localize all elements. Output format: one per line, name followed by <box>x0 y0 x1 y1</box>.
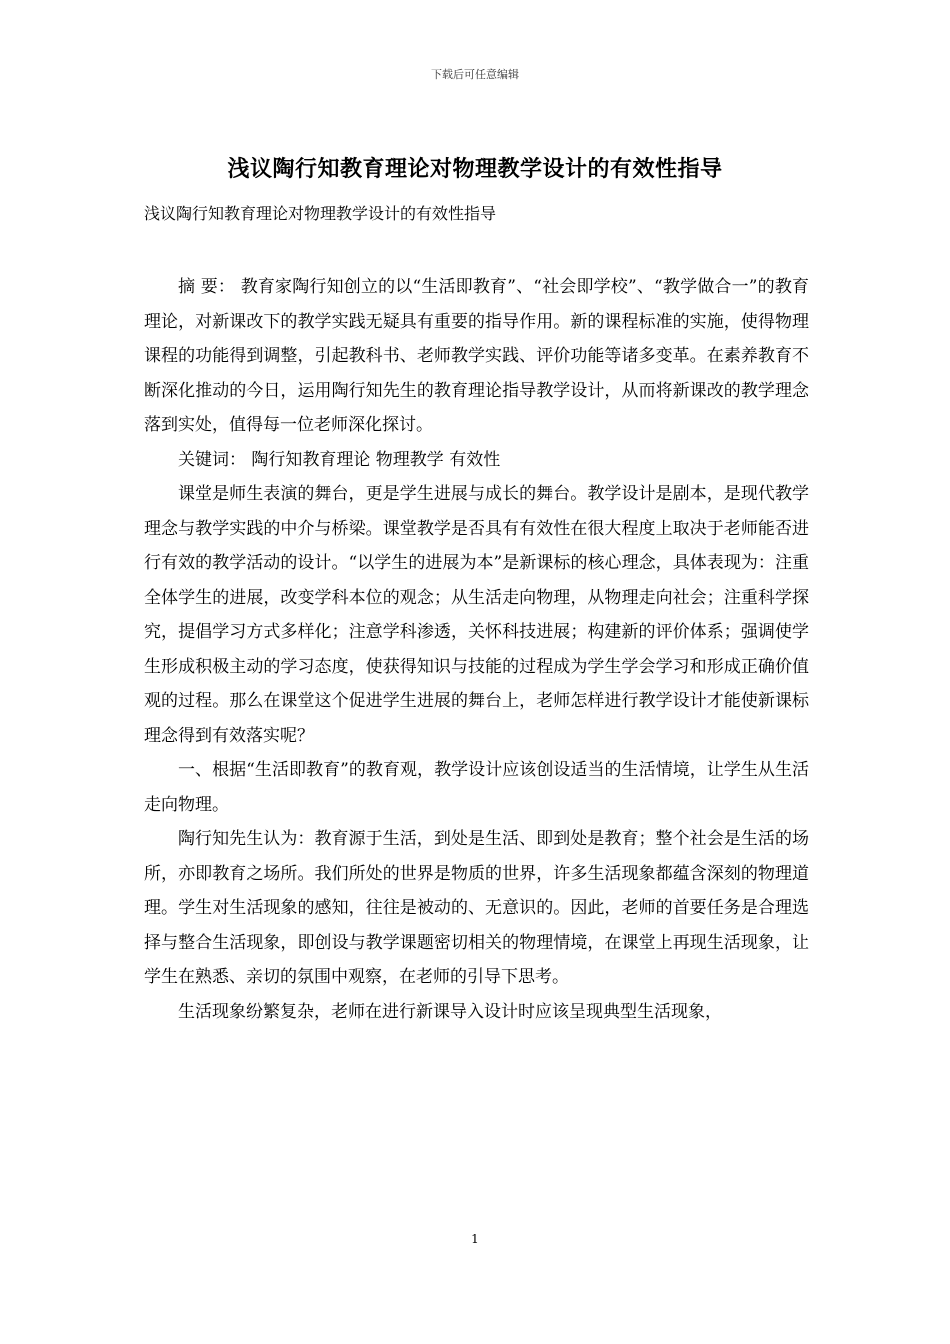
page-header-note: 下载后可任意编辑 <box>431 68 519 81</box>
body-paragraph: 课堂是师生表演的舞台，更是学生进展与成长的舞台。教学设计是剧本，是现代教学理念与教学实践的中介与桥梁。课堂教学是否具有有效性在很大程度上取决于老师能否进行有效的教学活动的设计。“以学生的进展为本”是新课标的核心理念，具体表现为：注重全体学生的进展，改变学科本位的观念；从生活走向物理，从物理走向社会；注重科学探究，提倡学习方式多样化；注意学科渗透，关怀科技进展；构建新的评价体系；强调使学生形成积极主动的学习态度，使获得知识与技能的过程成为学生学会学习和形成正确价值观的过程。那么在课堂这个促进学生进展的舞台上，老师怎样进行教学设计才能使新课标理念得到有效落实呢？ <box>144 484 809 746</box>
section-heading-paragraph: 一、根据“生活即教育”的教育观，教学设计应该创设适当的生活情境，让学生从生活走向物理。 <box>144 760 809 815</box>
abstract-paragraph: 摘 要： 教育家陶行知创立的以“生活即教育”、“社会即学校”、“教学做合一”的教育理论，对新课改下的教学实践无疑具有重要的指导作用。新的课程标准的实施，使得物理课程的功能得到调整，引起教科书、老师教学实践、评价功能等诸多变革。在素养教育不断深化推动的今日，运用陶行知先生的教育理论指导教学设计，从而将新课改的教学理念落到实处，值得每一位老师深化探讨。 <box>144 277 809 435</box>
body-paragraph: 陶行知先生认为：教育源于生活，到处是生活、即到处是教育；整个社会是生活的场所，亦即教育之场所。我们所处的世界是物质的世界，许多生活现象都蕴含深刻的物理道理。学生对生活现象的感知，往往是被动的、无意识的。因此，老师的首要任务是合理选择与整合生活现象，即创设与教学课题密切相关的物理情境，在课堂上再现生活现象，让学生在熟悉、亲切的氛围中观察，在老师的引导下思考。 <box>144 829 809 987</box>
keywords-paragraph: 关键词： 陶行知教育理论 物理教学 有效性 <box>178 449 501 470</box>
document-subtitle: 浅议陶行知教育理论对物理教学设计的有效性指导 <box>144 204 497 223</box>
body-paragraph: 生活现象纷繁复杂，老师在进行新课导入设计时应该呈现典型生活现象， <box>178 1001 722 1022</box>
document-title: 浅议陶行知教育理论对物理教学设计的有效性指导 <box>227 156 723 182</box>
page-number: 1 <box>471 1232 479 1246</box>
document-body <box>144 270 809 1029</box>
